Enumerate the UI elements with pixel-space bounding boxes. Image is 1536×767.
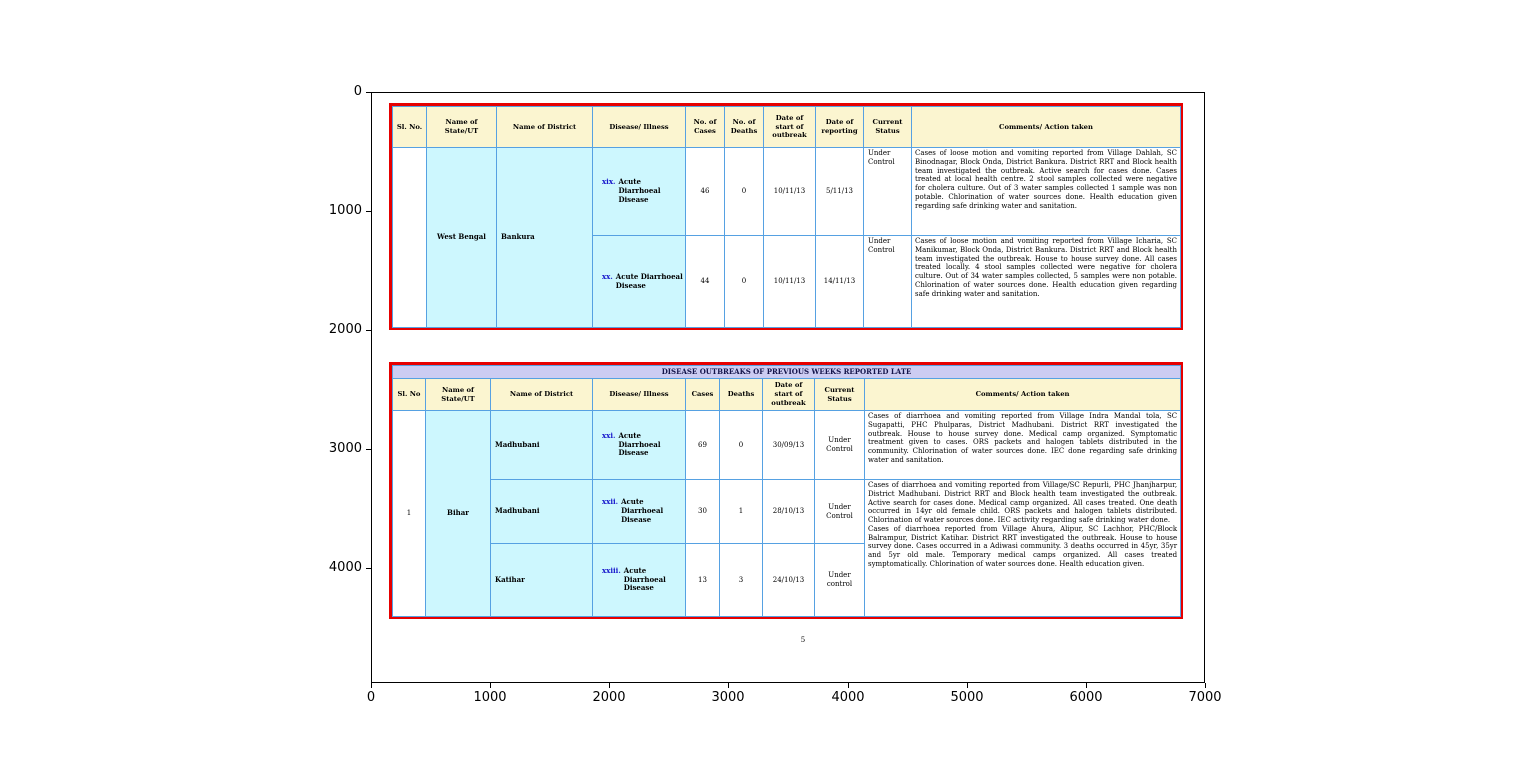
x-axis-tick-label: 6000 bbox=[1069, 690, 1103, 705]
comment-paragraph: Cases of diarrhoea and vomiting reported from Village/SC Repurli, PHC Jhanjharpur, District Madhubani. District RRT and Block health team investigated the outbreak. Active search for cases done. Medical camp organized. All cases treated. One death occurred in 14yr old female child. ORS packets and halogen tablets distributed. Chlorination of water sources done. IEC activity regarding safe drinking water done. bbox=[868, 481, 1178, 524]
x-axis-tick-label: 7000 bbox=[1188, 690, 1222, 705]
header-start-date: Date of start of outbreak bbox=[764, 107, 816, 148]
x-axis-tick bbox=[967, 683, 968, 688]
comment-cell: Cases of diarrhoea and vomiting reported from Village Indra Mandal tola, SC Sugapatti, PHC Phulparas, District Madhubani. District RRT investigated the outbreak. House to house survey done. Medical camp organized. Symptomatic treatment given to cases. ORS packets and halogen tablets distributed in the community. Chlorination of water sources done. IEC done regarding safe drinking water and sanitation. bbox=[865, 411, 1181, 480]
header-state: Name of State/UT bbox=[427, 107, 497, 148]
x-axis-tick bbox=[371, 683, 372, 688]
table-row bbox=[393, 411, 1181, 480]
header-comments: Comments/ Action taken bbox=[912, 107, 1181, 148]
disease-name: Acute Diarrhoeal Disease bbox=[615, 271, 683, 290]
disease-name: Acute Diarrhoeal Disease bbox=[623, 565, 666, 593]
deaths-cell: 1 bbox=[720, 480, 763, 544]
disease-name: Acute Diarrhoeal Disease bbox=[618, 430, 661, 458]
status-cell: Under Control bbox=[815, 411, 865, 480]
header-state: Name of State/UT bbox=[426, 379, 491, 411]
disease-cell bbox=[593, 544, 686, 617]
header-disease: Disease/ Illness bbox=[593, 379, 686, 411]
start-date-cell: 30/09/13 bbox=[763, 411, 815, 480]
table-title-row bbox=[393, 366, 1181, 379]
comment-cell: Cases of loose motion and vomiting reported from Village Icharia, SC Manikumar, Block Onda, District Bankura. District RRT and Block health team investigated the outbreak. House to house survey done. All cases treated locally. 4 stool samples collected were negative for cholera culture. Out of 34 water samples collected, 5 samples were non potable. Chlorination of water sources done. Health education given regarding safe drinking water and sanitation. bbox=[912, 236, 1181, 328]
comment-cell-merged bbox=[865, 480, 1181, 617]
header-deaths: No. of Deaths bbox=[725, 107, 764, 148]
x-axis-tick-label: 0 bbox=[366, 690, 376, 705]
disease-serial: xxiii. bbox=[602, 565, 621, 575]
district-cell: Bankura bbox=[497, 148, 593, 328]
table-header-row bbox=[393, 379, 1181, 411]
header-status: Current Status bbox=[864, 107, 912, 148]
state-cell: West Bengal bbox=[427, 148, 497, 328]
header-sl-no: Sl. No. bbox=[393, 107, 427, 148]
deaths-cell: 0 bbox=[720, 411, 763, 480]
start-date-cell: 10/11/13 bbox=[764, 148, 816, 236]
header-cases: Cases bbox=[686, 379, 720, 411]
outbreak-table-previous-weeks bbox=[389, 362, 1183, 619]
disease-serial: xix. bbox=[602, 177, 616, 187]
comment-cell: Cases of loose motion and vomiting reported from Village Dahlah, SC Binodnagar, Block Onda, District Bankura. District RRT and Block health team investigated the outbreak. Active search for cases done. Cases treated at local health centre. 2 stool samples collected were negative for cholera culture. Out of 3 water samples collected 1 sample was non potable. Chlorination of water sources done. Health education given regarding safe drinking water and sanitation. bbox=[912, 148, 1181, 236]
header-reporting-date: Date of reporting bbox=[816, 107, 864, 148]
y-axis-tick-label: 4000 bbox=[328, 560, 362, 575]
disease-name: Acute Diarrhoeal Disease bbox=[621, 497, 664, 524]
x-axis-tick-label: 4000 bbox=[831, 690, 865, 705]
x-axis-tick bbox=[1086, 683, 1087, 688]
status-cell: Under Control bbox=[864, 236, 912, 328]
start-date-cell: 24/10/13 bbox=[763, 544, 815, 617]
y-axis-tick-label: 0 bbox=[353, 84, 362, 99]
x-axis-tick bbox=[1205, 683, 1206, 688]
sl-no-cell: 1 bbox=[393, 411, 426, 617]
disease-serial: xxi. bbox=[602, 430, 616, 440]
status-cell: Under Control bbox=[864, 148, 912, 236]
comment-paragraph: Cases of diarrhoea reported from Village Ahura, Alipur, SC Lachhor, PHC/Block Balrampur, District Katihar. District RRT investigated the outbreak. House to house survey done. Cases occurred in a Adiwasi community. 3 deaths occurred in 45yr, 35yr and 5yr old male. Temporary medical camps organized. All cases treated symptomatically. Chlorination of water sources done. Health education given. bbox=[868, 524, 1178, 568]
header-comments: Comments/ Action taken bbox=[865, 379, 1181, 411]
disease-cell bbox=[593, 480, 686, 544]
header-status: Current Status bbox=[815, 379, 865, 411]
disease-cell bbox=[593, 148, 686, 236]
disease-cell bbox=[593, 411, 686, 480]
document-page-number: 5 bbox=[800, 636, 806, 644]
sl-no-cell bbox=[393, 148, 427, 328]
reporting-date-cell: 14/11/13 bbox=[816, 236, 864, 328]
start-date-cell: 10/11/13 bbox=[764, 236, 816, 328]
cases-cell: 13 bbox=[686, 544, 720, 617]
x-axis-tick-label: 1000 bbox=[473, 690, 507, 705]
state-cell: Bihar bbox=[426, 411, 491, 617]
header-deaths: Deaths bbox=[720, 379, 763, 411]
start-date-cell: 28/10/13 bbox=[763, 480, 815, 544]
disease-name: Acute Diarrhoeal Disease bbox=[618, 177, 661, 204]
header-sl-no: Sl. No bbox=[393, 379, 426, 411]
x-axis-tick-label: 3000 bbox=[711, 690, 745, 705]
status-cell: Under control bbox=[815, 544, 865, 617]
table-row bbox=[393, 148, 1181, 236]
header-start-date: Date of start of outbreak bbox=[763, 379, 815, 411]
deaths-cell: 0 bbox=[725, 148, 764, 236]
cases-cell: 46 bbox=[686, 148, 725, 236]
header-district: Name of District bbox=[491, 379, 593, 411]
cases-cell: 69 bbox=[686, 411, 720, 480]
disease-cell bbox=[593, 236, 686, 328]
cases-cell: 30 bbox=[686, 480, 720, 544]
disease-serial: xx. bbox=[602, 271, 613, 281]
header-cases: No. of Cases bbox=[686, 107, 725, 148]
x-axis-tick-label: 5000 bbox=[950, 690, 984, 705]
district-cell: Madhubani bbox=[491, 411, 593, 480]
deaths-cell: 3 bbox=[720, 544, 763, 617]
header-district: Name of District bbox=[497, 107, 593, 148]
table-row bbox=[393, 480, 1181, 544]
status-cell: Under Control bbox=[815, 480, 865, 544]
x-axis-tick bbox=[609, 683, 610, 688]
cases-cell: 44 bbox=[686, 236, 725, 328]
y-axis-tick-label: 2000 bbox=[328, 322, 362, 337]
x-axis-tick bbox=[728, 683, 729, 688]
table-title: DISEASE OUTBREAKS OF PREVIOUS WEEKS REPORTED LATE bbox=[393, 366, 1181, 379]
outbreak-table-current-week bbox=[389, 103, 1183, 330]
x-axis-tick bbox=[490, 683, 491, 688]
y-axis-tick-label: 1000 bbox=[328, 203, 362, 218]
reporting-date-cell: 5/11/13 bbox=[816, 148, 864, 236]
district-cell: Madhubani bbox=[491, 480, 593, 544]
disease-serial: xxii. bbox=[602, 497, 619, 507]
y-axis-tick-label: 3000 bbox=[328, 441, 362, 456]
deaths-cell: 0 bbox=[725, 236, 764, 328]
x-axis-tick-label: 2000 bbox=[592, 690, 626, 705]
header-disease: Disease/ Illness bbox=[593, 107, 686, 148]
table-header-row bbox=[393, 107, 1181, 148]
x-axis-tick bbox=[848, 683, 849, 688]
outbreak-table-late bbox=[392, 365, 1181, 617]
outbreak-table bbox=[392, 106, 1181, 328]
district-cell: Katihar bbox=[491, 544, 593, 617]
